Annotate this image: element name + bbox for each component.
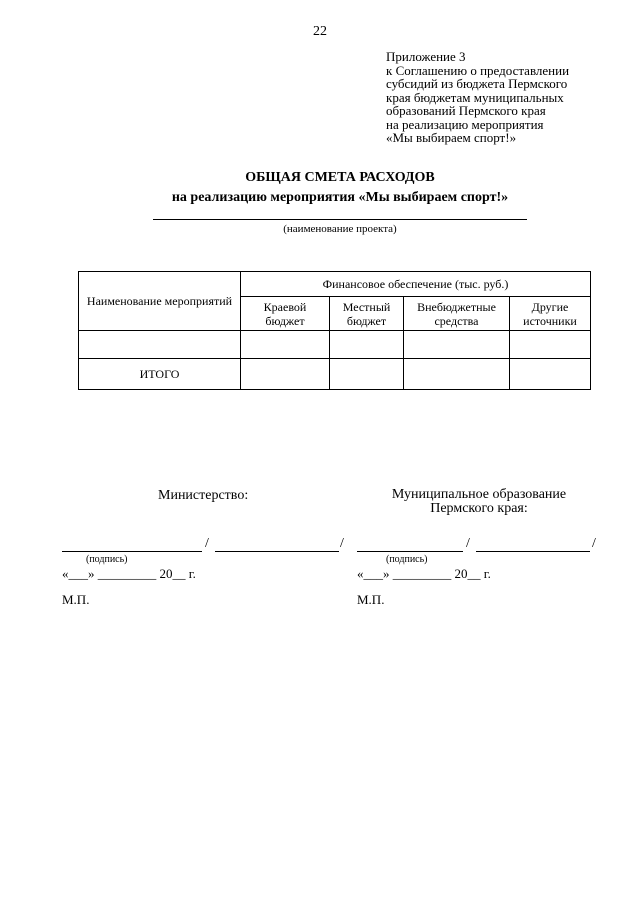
table-total-row bbox=[79, 359, 591, 390]
signature-slash-right: / bbox=[466, 536, 470, 551]
document-subtitle: на реализацию мероприятия «Мы выбираем спорт!» bbox=[171, 190, 509, 205]
appendix-line: «Мы выбираем спорт!» bbox=[386, 130, 517, 145]
budget-table bbox=[78, 271, 591, 390]
signature-caption-left: (подпись) bbox=[86, 554, 128, 565]
page-number: 22 bbox=[313, 24, 327, 39]
name-line-right bbox=[476, 551, 590, 552]
header-event-name: Наименование мероприятий bbox=[79, 272, 241, 331]
signature-caption-right: (подпись) bbox=[386, 554, 428, 565]
appendix-line: Приложение 3 bbox=[386, 49, 466, 64]
date-day: «___» bbox=[357, 566, 390, 581]
stamp-placeholder-right: М.П. bbox=[357, 592, 385, 607]
ministry-heading: Министерство: bbox=[158, 488, 249, 503]
date-line-left bbox=[62, 566, 196, 582]
table-cell[interactable] bbox=[404, 359, 510, 390]
total-label: ИТОГО bbox=[79, 359, 241, 390]
table-cell[interactable] bbox=[510, 331, 591, 359]
date-day: «___» bbox=[62, 566, 95, 581]
name-slash-left: / bbox=[340, 536, 344, 551]
appendix-line: образований Пермского края bbox=[386, 103, 546, 118]
header-other-sources: Другие источники bbox=[510, 297, 591, 331]
table-cell[interactable] bbox=[404, 331, 510, 359]
date-line-right bbox=[357, 566, 491, 582]
date-month: _________ bbox=[97, 566, 157, 581]
signature-line-right bbox=[357, 551, 463, 552]
table-header-row bbox=[79, 272, 591, 297]
project-name-caption: (наименование проекта) bbox=[283, 223, 397, 235]
appendix-line: субсидий из бюджета Пермского bbox=[386, 76, 568, 91]
header-local-budget: Местный бюджет bbox=[330, 297, 404, 331]
header-financing: Финансовое обеспечение (тыс. руб.) bbox=[241, 272, 591, 297]
date-year: 20__ г. bbox=[159, 566, 196, 581]
appendix-block bbox=[386, 50, 626, 145]
signature-slash-left: / bbox=[205, 536, 209, 551]
table-row bbox=[79, 331, 591, 359]
stamp-placeholder-left: М.П. bbox=[62, 592, 90, 607]
document-title: ОБЩАЯ СМЕТА РАСХОДОВ bbox=[245, 170, 435, 185]
name-line-left bbox=[215, 551, 339, 552]
table-cell[interactable] bbox=[330, 359, 404, 390]
municipality-heading: Муниципальное образование Пермского края: bbox=[391, 487, 567, 516]
name-slash-right: / bbox=[592, 536, 596, 551]
table-cell[interactable] bbox=[330, 331, 404, 359]
header-regional-budget: Краевой бюджет bbox=[241, 297, 330, 331]
table-cell[interactable] bbox=[241, 359, 330, 390]
signature-line-left bbox=[62, 551, 202, 552]
table-cell[interactable] bbox=[79, 331, 241, 359]
date-year: 20__ г. bbox=[454, 566, 491, 581]
appendix-line: на реализацию мероприятия bbox=[386, 116, 544, 132]
table-cell[interactable] bbox=[241, 331, 330, 359]
appendix-line: края бюджетам муниципальных bbox=[386, 89, 564, 105]
appendix-line: к Соглашению о предоставлении bbox=[386, 62, 570, 78]
date-month: _________ bbox=[392, 566, 452, 581]
project-name-line bbox=[153, 219, 527, 220]
header-extra-budget: Внебюджетные средства bbox=[404, 297, 510, 331]
table-cell[interactable] bbox=[510, 359, 591, 390]
